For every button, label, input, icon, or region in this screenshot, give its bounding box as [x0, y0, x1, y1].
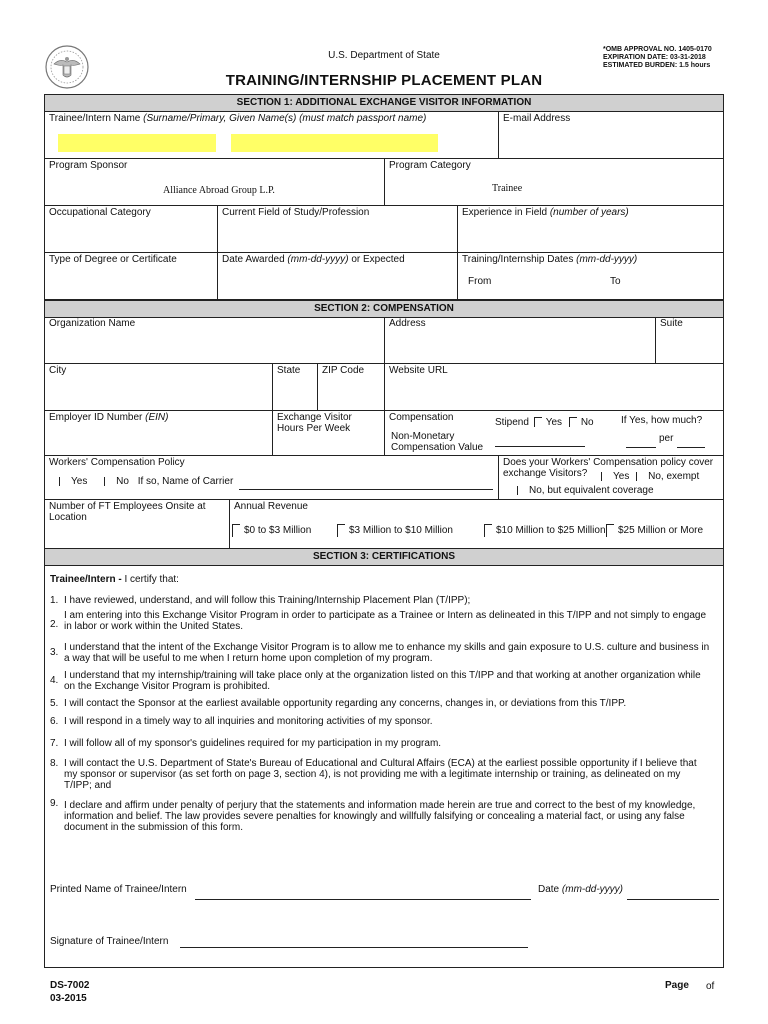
omb-burden: ESTIMATED BURDEN: 1.5 hours	[603, 62, 711, 69]
program-category-label: Program Category	[389, 160, 471, 171]
section-2-header: SECTION 2: COMPENSATION	[45, 300, 723, 318]
compensation-label: Compensation	[389, 412, 454, 423]
zip-label: ZIP Code	[322, 365, 365, 376]
experience-cell[interactable]	[458, 206, 723, 253]
omb-expiration: EXPIRATION DATE: 03-31-2018	[603, 54, 706, 61]
given-name-input[interactable]	[231, 134, 438, 152]
experience-label: Experience in Field (number of years)	[462, 207, 629, 218]
cover-no-equiv-label: No, but equivalent coverage	[529, 485, 654, 496]
printed-name-label: Printed Name of Trainee/Intern	[50, 884, 187, 895]
carrier-name-input[interactable]	[239, 489, 493, 490]
non-monetary-label: Non-Monetary Compensation Value	[391, 431, 484, 453]
email-cell[interactable]	[499, 112, 723, 159]
section-3-header: SECTION 3: CERTIFICATIONS	[45, 549, 723, 566]
city-label: City	[49, 365, 67, 376]
wc-no-checkbox[interactable]	[104, 477, 112, 486]
stipend-yes-label: Yes	[545, 417, 563, 428]
printed-name-input[interactable]	[195, 899, 531, 900]
omb-info	[603, 46, 712, 70]
page-label: Page	[665, 980, 689, 991]
trainee-name-cell	[45, 112, 499, 159]
form-title: TRAINING/INTERNSHIP PLACEMENT PLAN	[225, 72, 543, 89]
wc-yes-checkbox[interactable]	[59, 477, 67, 486]
field-of-study-cell[interactable]	[218, 206, 458, 253]
cover-yes-checkbox[interactable]	[601, 472, 609, 481]
hours-per-week-label: Exchange Visitor Hours Per Week	[277, 412, 352, 434]
training-dates-cell	[458, 253, 723, 300]
omb-approval: *OMB APPROVAL NO. 1405-0170	[603, 46, 712, 53]
annual-revenue-cell	[230, 500, 723, 549]
signature-input[interactable]	[180, 947, 528, 948]
state-label: State	[277, 365, 301, 376]
section-1-header: SECTION 1: ADDITIONAL EXCHANGE VISITOR INFORMATION	[45, 95, 723, 112]
revenue-option-3[interactable]: $10 Million to $25 Million	[484, 524, 606, 537]
revenue-option-2[interactable]: $3 Million to $10 Million	[337, 524, 453, 537]
carrier-label: If so, Name of Carrier	[137, 476, 234, 487]
form-body: SECTION 1: ADDITIONAL EXCHANGE VISITOR INFORMATION Trainee/Intern Name (Surname/Primary, Given Name(s) (must match passport name) E-mail Address Program Sponsor Alliance Abroad Group L.P. Program Category Trainee Occupational Category Current Field of Study/Profession Experience in Field (number of years) Type of Degree or Certificate Date Awarded (mm-dd-yyyy) or Expected Training/Internship Dates (mm-dd-yyyy) From To SECTION 2: COMPENSATION Organization Name Address Suite City State ZIP Code Website URL Employer ID Number (EIN) Exchange Visitor Hours Per Week Compensation Stipend Yes No If Yes, how much? Non-Monetary Compensation Value per Workers' Compensation Policy Yes No If so, Name of Carrier Does your Workers' Compensation policy cover exchange Visitors? Yes No, exempt No, but equivalent coverage Number of FT Employees Onsite at Location Annual Revenue $0 to $3 Million $3 Million to $10 Million $10 Million to $25 Million $25 Million or More SECTION 3: CERTIFICATIONS Trainee/Intern - I certify that: 1. I have reviewed, understand, and will follow this Training/Internship Placement Plan (T/IPP); 2. I am entering into this Exchange Visitor Program in order to participate as a Trainee or Intern as delineated in this T/IPP and not simply to engage in labor or work within the United States. 3. I understand that the intent of the Exchange Visitor Program is to allow me to enhance my skills and gain exposure to U.S. culture and business in a way that will be useful to me when I return home upon completion of my program. 4. I understand that my internship/training will take place only at the organization listed on this T/IPP and that working at another organization while on the Exchange Visitor Program is prohibited. 5. I will contact the Sponsor at the earliest available opportunity regarding any concerns, changes in, or deviations from this T/IPP. 6. I will respond in a timely way to all inquiries and monitoring activities of my sponsor. 7. I will follow all of my sponsor's guidelines required for my participation in my program. 8. I will contact the U.S. Department of State's Bureau of Educational and Cultural Affairs (ECA) at the earliest possible opportunity if I believe that my sponsor or supervisor (as set forth on page 3, section 4), is not providing me with a legitimate internship or training, as delineated on my T/IPP; and 9. I declare and affirm under penalty of perjury that the statements and information made herein are true and correct to the best of my knowledge, information and belief. The law provides severe penalties for knowingly and willfully falsifying or concealing a material fact, or using any false document in the submission of this form. Printed Name of Trainee/Intern Date (mm-dd-yyyy) Signature of Trainee/Intern	[44, 94, 724, 968]
field-of-study-label: Current Field of Study/Profession	[222, 207, 370, 218]
occupational-category-cell[interactable]	[45, 206, 218, 253]
annual-revenue-label: Annual Revenue	[234, 501, 308, 512]
cert-intro	[50, 574, 179, 585]
ein-cell[interactable]	[45, 411, 273, 456]
cover-options-row1	[601, 471, 699, 482]
ein-label: Employer ID Number (EIN)	[49, 412, 169, 423]
how-much-label: If Yes, how much?	[621, 415, 703, 426]
stipend-label: Stipend	[495, 417, 529, 428]
occupational-category-label: Occupational Category	[49, 207, 151, 218]
non-monetary-value-input[interactable]	[495, 446, 585, 447]
cover-no-equiv-checkbox[interactable]	[517, 486, 525, 495]
website-label: Website URL	[389, 365, 448, 376]
form-number: DS-7002	[50, 980, 90, 991]
cover-question: Does your Workers' Compensation policy cover exchange Visitors?	[503, 457, 714, 479]
address-cell[interactable]	[385, 317, 656, 364]
stipend-no-checkbox[interactable]	[569, 417, 577, 427]
cover-no-exempt-checkbox[interactable]	[636, 472, 644, 481]
organization-name-cell[interactable]	[45, 317, 385, 364]
program-sponsor-value[interactable]: Alliance Abroad Group L.P.	[163, 185, 275, 196]
degree-cell[interactable]	[45, 253, 218, 300]
state-cell[interactable]	[273, 364, 318, 411]
program-sponsor-cell	[45, 159, 385, 206]
form-date: 03-2015	[50, 993, 87, 1004]
date-awarded-cell[interactable]	[218, 253, 458, 300]
cover-no-exempt-label: No, exempt	[648, 471, 700, 482]
email-label: E-mail Address	[503, 113, 571, 124]
program-sponsor-label: Program Sponsor	[49, 160, 128, 171]
date-label: Date (mm-dd-yyyy)	[538, 884, 624, 895]
hours-per-week-cell[interactable]	[273, 411, 385, 456]
from-label[interactable]: From	[468, 276, 492, 287]
website-cell[interactable]	[385, 364, 723, 411]
of-label: of	[706, 981, 715, 992]
stipend-no-label: No	[580, 417, 594, 428]
stipend-yes-checkbox[interactable]	[534, 417, 542, 427]
workers-comp-cell	[45, 456, 499, 500]
signature-label: Signature of Trainee/Intern	[50, 936, 169, 947]
address-label: Address	[389, 318, 426, 329]
workers-comp-label: Workers' Compensation Policy	[49, 457, 185, 468]
cert-intro-text: I certify that:	[124, 574, 179, 585]
date-awarded-label: Date Awarded (mm-dd-yyyy) or Expected	[222, 254, 405, 265]
revenue-option-4[interactable]: $25 Million or More	[606, 524, 703, 537]
compensation-cell	[385, 411, 723, 456]
employees-cell[interactable]	[45, 500, 230, 549]
zip-cell[interactable]	[318, 364, 385, 411]
employees-label: Number of FT Employees Onsite at Location	[49, 501, 206, 523]
stipend-amount-input[interactable]	[626, 447, 656, 448]
wc-yes-label: Yes	[71, 476, 88, 487]
cert-intro-bold: Trainee/Intern -	[50, 574, 122, 585]
cover-yes-label: Yes	[613, 471, 630, 482]
stipend-period-input[interactable]	[677, 447, 705, 448]
revenue-option-1[interactable]: $0 to $3 Million	[232, 524, 311, 537]
suite-cell[interactable]	[656, 317, 723, 364]
organization-name-label: Organization Name	[49, 318, 136, 329]
program-category-cell	[385, 159, 723, 206]
suite-label: Suite	[660, 318, 683, 329]
workers-comp-options	[59, 476, 233, 487]
program-category-value[interactable]: Trainee	[492, 183, 523, 194]
department-name: U.S. Department of State	[328, 50, 440, 61]
degree-label: Type of Degree or Certificate	[49, 254, 177, 265]
stipend-group	[495, 417, 594, 428]
cover-options-row2	[517, 485, 654, 496]
surname-input[interactable]	[58, 134, 216, 152]
city-cell[interactable]	[45, 364, 273, 411]
wc-no-label: No	[116, 476, 129, 487]
training-dates-label: Training/Internship Dates (mm-dd-yyyy)	[462, 254, 638, 265]
date-input[interactable]	[627, 899, 719, 900]
workers-comp-cover-cell	[499, 456, 723, 500]
to-label[interactable]: To	[610, 276, 621, 287]
trainee-name-label: Trainee/Intern Name (Surname/Primary, Given Name(s) (must match passport name)	[49, 113, 427, 124]
per-label: per	[659, 433, 674, 444]
